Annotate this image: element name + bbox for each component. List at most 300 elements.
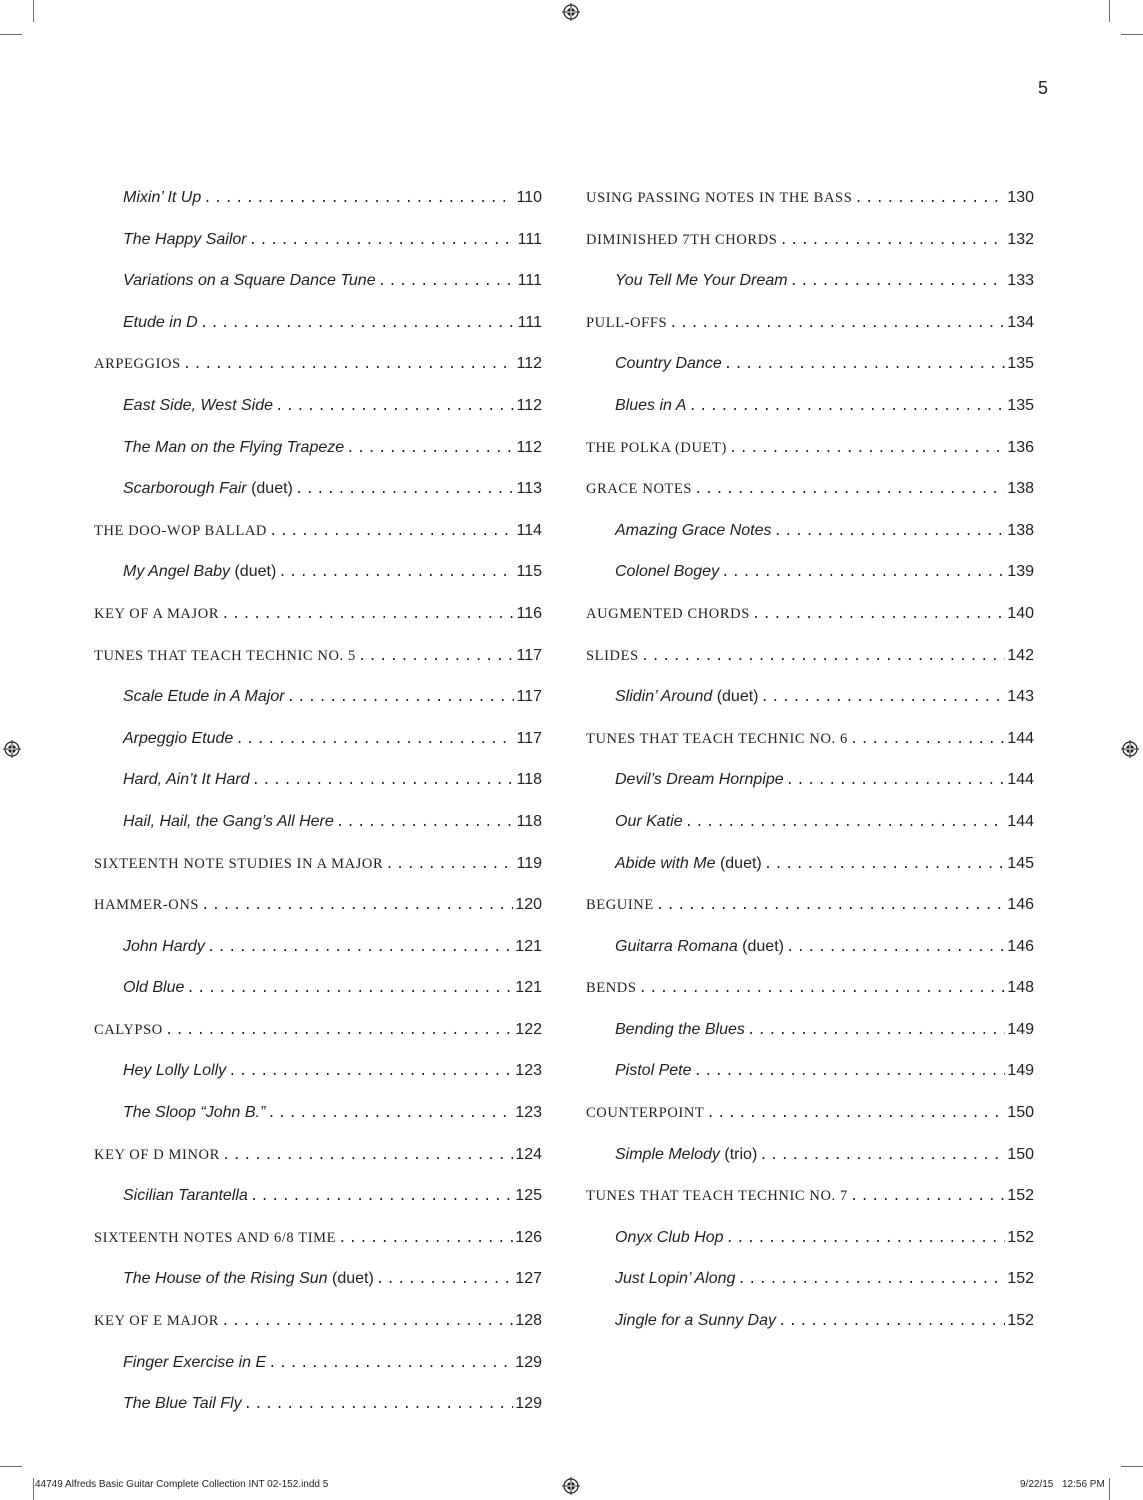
entry-title <box>586 885 654 926</box>
entry-title <box>615 385 686 427</box>
entry-title-text: Colonel Bogey <box>615 563 720 581</box>
toc-right-column <box>586 177 1034 1342</box>
dot-leader <box>786 928 1005 968</box>
toc-section-entry <box>586 177 1034 219</box>
dot-leader <box>778 1302 1005 1342</box>
entry-title <box>94 1301 219 1342</box>
toc-section-entry <box>94 593 542 635</box>
entry-title-text: The Man on the Flying Trapeze <box>123 438 345 456</box>
entry-page-number: 117 <box>516 688 542 706</box>
entry-title <box>123 967 184 1009</box>
dot-leader <box>694 470 1005 510</box>
dot-leader <box>278 553 514 593</box>
entry-title <box>615 551 719 593</box>
entry-title-text: KEY OF A MAJOR <box>94 605 220 622</box>
entry-note: (duet) <box>742 937 784 955</box>
toc-song-entry <box>94 759 542 801</box>
entry-title-text: Blues in A <box>615 396 687 414</box>
dot-leader <box>854 179 1005 219</box>
toc-song-entry <box>94 1050 542 1092</box>
entry-page-number: 111 <box>517 272 542 290</box>
entry-page-number: 144 <box>1007 771 1034 789</box>
entry-page-number: 121 <box>515 937 542 955</box>
toc-song-entry <box>586 1134 1034 1176</box>
entry-title-text: Simple Melody <box>615 1145 720 1163</box>
entry-title-text: TUNES THAT TEACH TECHNIC NO. 6 <box>586 730 848 747</box>
entry-title <box>586 968 637 1009</box>
dot-leader <box>764 845 1006 885</box>
dot-leader <box>724 345 1006 385</box>
entry-page-number: 121 <box>515 979 542 997</box>
entry-page-number: 134 <box>1007 313 1034 331</box>
entry-page-number: 138 <box>1007 521 1034 539</box>
toc-song-entry <box>586 260 1034 302</box>
toc-song-entry <box>586 343 1034 385</box>
entry-note: (duet) <box>716 688 759 706</box>
toc-section-entry <box>586 593 1034 635</box>
entry-page-number: 130 <box>1007 189 1034 206</box>
toc-section-entry <box>586 427 1034 469</box>
entry-page-number: 124 <box>515 1145 542 1163</box>
toc-section-entry <box>586 1175 1034 1217</box>
entry-title-text: Onyx Club Hop <box>615 1228 724 1246</box>
dot-leader <box>235 720 514 760</box>
entry-page-number: 122 <box>515 1020 542 1038</box>
dot-leader <box>269 512 515 552</box>
toc-song-entry <box>94 385 542 427</box>
dot-leader <box>850 720 1005 760</box>
toc-section-entry <box>94 343 542 385</box>
entry-title-text: John Hardy <box>123 937 205 955</box>
entry-page-number: 146 <box>1007 937 1034 955</box>
dot-leader <box>656 886 1005 926</box>
toc-song-entry <box>94 718 542 760</box>
entry-note: (duet) <box>719 854 762 872</box>
entry-title-text: Hard, Ain’t It Hard <box>123 771 250 789</box>
crop-mark <box>1109 1478 1110 1500</box>
entry-title-text: COUNTERPOINT <box>586 1105 705 1122</box>
entry-page-number: 132 <box>1007 230 1034 248</box>
dot-leader <box>693 1052 1005 1092</box>
dot-leader <box>207 928 513 968</box>
entry-title <box>123 385 273 427</box>
dot-leader <box>726 1219 1006 1259</box>
toc-section-entry <box>94 1217 542 1259</box>
entry-title-text: USING PASSING NOTES IN THE BASS <box>586 190 853 206</box>
entry-title <box>123 1175 248 1217</box>
toc-song-entry <box>94 1383 542 1425</box>
dot-leader <box>203 179 514 219</box>
entry-title-text: THE DOO-WOP BALLAD <box>94 522 267 539</box>
entry-title <box>123 551 276 593</box>
entry-page-number: 135 <box>1007 396 1034 414</box>
dot-leader <box>779 221 1005 261</box>
toc-song-entry <box>94 801 542 843</box>
entry-title <box>123 302 198 344</box>
dot-leader <box>790 262 1006 302</box>
entry-page-number: 152 <box>1007 1187 1034 1205</box>
toc-song-entry <box>586 676 1034 718</box>
entry-title <box>123 718 233 760</box>
toc-section-entry <box>586 967 1034 1009</box>
entry-note: (trio) <box>724 1145 758 1163</box>
entry-title-text: Bending the Blues <box>615 1020 745 1038</box>
dot-leader <box>376 1260 513 1300</box>
entry-title <box>586 303 667 344</box>
dot-leader <box>336 803 515 843</box>
toc-section-entry <box>586 718 1034 760</box>
entry-title <box>586 719 848 760</box>
dot-leader <box>200 304 516 344</box>
entry-title-text: Finger Exercise in E <box>123 1353 267 1371</box>
entry-title <box>94 511 267 552</box>
entry-title <box>615 260 788 302</box>
toc-song-entry <box>586 926 1034 968</box>
toc-song-entry <box>94 926 542 968</box>
entry-page-number: 133 <box>1007 272 1034 290</box>
entry-title-text: HAMMER-ONS <box>94 897 200 914</box>
crop-mark <box>0 1466 22 1467</box>
dot-leader <box>338 1219 513 1259</box>
slug-date: 9/22/15 <box>1020 1479 1054 1490</box>
entry-title <box>615 343 722 385</box>
entry-title-text: The Blue Tail Fly <box>123 1395 242 1413</box>
entry-title-text: PULL-OFFS <box>586 314 668 331</box>
entry-title <box>615 1217 724 1259</box>
entry-title-text: TUNES THAT TEACH TECHNIC NO. 5 <box>94 647 356 664</box>
dot-leader <box>268 1344 513 1384</box>
entry-page-number: 152 <box>1007 1228 1034 1246</box>
dot-leader <box>287 678 515 718</box>
entry-title-text: East Side, West Side <box>123 396 273 414</box>
entry-page-number: 126 <box>515 1228 542 1246</box>
entry-title-text: Devil’s Dream Hornpipe <box>615 771 784 789</box>
dot-leader <box>201 886 513 926</box>
toc-left-column <box>94 177 542 1425</box>
dot-leader <box>228 1052 513 1092</box>
entry-title <box>586 636 639 677</box>
entry-title-text: Variations on a Square Dance Tune <box>123 272 376 290</box>
entry-title-text: Old Blue <box>123 979 185 997</box>
registration-mark-icon <box>562 1477 580 1495</box>
dot-leader <box>759 1136 1005 1176</box>
slug-file: 44749 Alfreds Basic Guitar Complete Collection INT 02-152.indd 5 <box>35 1479 329 1490</box>
entry-page-number: 145 <box>1007 854 1034 872</box>
entry-title-text: The House of the Rising Sun <box>123 1270 328 1288</box>
entry-title <box>94 1010 163 1051</box>
dot-leader <box>275 387 514 427</box>
entry-page-number: 142 <box>1007 646 1034 664</box>
entry-title-text: Scale Etude in A Major <box>123 688 285 706</box>
entry-title <box>94 844 383 885</box>
dot-leader <box>786 761 1006 801</box>
toc-section-entry <box>586 1092 1034 1134</box>
entry-title-text: BEGUINE <box>586 897 654 914</box>
registration-mark-icon <box>562 3 580 21</box>
entry-title-text: AUGMENTED CHORDS <box>586 605 750 622</box>
dot-leader <box>295 470 515 510</box>
toc-section-entry <box>586 884 1034 926</box>
dot-leader <box>721 553 1005 593</box>
entry-title-text: Sicilian Tarantella <box>123 1187 248 1205</box>
toc-song-entry <box>586 551 1034 593</box>
entry-title-text: Country Dance <box>615 355 722 373</box>
entry-title <box>123 1092 265 1134</box>
entry-title-text: CALYPSO <box>94 1021 163 1038</box>
entry-title <box>123 1050 226 1092</box>
entry-title <box>586 469 692 510</box>
toc-song-entry <box>586 843 1034 885</box>
entry-page-number: 129 <box>515 1395 542 1413</box>
dot-leader <box>358 637 515 677</box>
entry-note: (duet) <box>251 480 293 498</box>
entry-title <box>94 594 219 635</box>
entry-page-number: 139 <box>1007 563 1034 581</box>
entry-page-number: 116 <box>516 604 542 622</box>
entry-title <box>123 177 201 219</box>
entry-page-number: 148 <box>1007 979 1034 997</box>
dot-leader <box>747 1011 1005 1051</box>
entry-title-text: My Angel Baby <box>123 563 231 581</box>
dot-leader <box>244 1385 514 1425</box>
entry-page-number: 149 <box>1007 1020 1034 1038</box>
entry-page-number: 115 <box>516 563 542 581</box>
dot-leader <box>186 969 513 1009</box>
dot-leader <box>850 1177 1005 1217</box>
entry-title <box>586 1176 848 1217</box>
entry-title-text: Slidin’ Around <box>615 688 713 706</box>
entry-title <box>123 759 250 801</box>
entry-title-text: Pistol Pete <box>615 1062 692 1080</box>
toc-section-entry <box>94 635 542 677</box>
toc-song-entry <box>94 260 542 302</box>
entry-title-text: Hey Lolly Lolly <box>123 1062 227 1080</box>
crop-mark <box>33 0 34 22</box>
entry-title-text: SIXTEENTH NOTE STUDIES IN A MAJOR <box>94 855 384 872</box>
entry-page-number: 120 <box>515 896 542 914</box>
dot-leader <box>669 304 1005 344</box>
dot-leader <box>737 1260 1005 1300</box>
entry-title-text: KEY OF E MAJOR <box>94 1313 220 1330</box>
dot-leader <box>639 969 1006 1009</box>
entry-page-number: 152 <box>1007 1270 1034 1288</box>
entry-page-number: 135 <box>1007 355 1034 373</box>
entry-title-text: You Tell Me Your Dream <box>615 272 788 290</box>
entry-title-text: THE POLKA (DUET) <box>586 439 727 456</box>
dot-leader <box>688 387 1005 427</box>
entry-note: (duet) <box>332 1270 374 1288</box>
dot-leader <box>774 512 1006 552</box>
entry-title-text: The Sloop “John B.” <box>123 1104 266 1122</box>
entry-page-number: 112 <box>516 396 542 414</box>
entry-title <box>123 801 334 843</box>
entry-title <box>586 428 727 469</box>
entry-title <box>615 1300 776 1342</box>
entry-page-number: 112 <box>516 438 542 456</box>
entry-title-text: KEY OF D MINOR <box>94 1146 220 1163</box>
entry-title-text: Just Lopin’ Along <box>615 1270 736 1288</box>
entry-title <box>615 801 683 843</box>
entry-title <box>615 1258 735 1300</box>
toc-song-entry <box>586 1258 1034 1300</box>
entry-title <box>94 885 199 926</box>
entry-title <box>94 344 181 385</box>
entry-title-text: SLIDES <box>586 647 639 664</box>
slug-time: 12:56 PM <box>1062 1479 1105 1490</box>
entry-title-text: Etude in D <box>123 313 198 331</box>
toc-section-entry <box>94 884 542 926</box>
entry-title-text: BENDS <box>586 980 637 997</box>
entry-title-text: ARPEGGIOS <box>94 356 181 373</box>
entry-title-text: Mixin’ It Up <box>123 189 202 206</box>
dot-leader <box>706 1094 1005 1134</box>
entry-page-number: 149 <box>1007 1062 1034 1080</box>
entry-page-number: 128 <box>515 1312 542 1330</box>
entry-page-number: 118 <box>516 812 542 830</box>
entry-page-number: 138 <box>1007 480 1034 498</box>
dot-leader <box>752 595 1005 635</box>
entry-title <box>615 759 784 801</box>
entry-page-number: 114 <box>516 521 542 539</box>
entry-page-number: 144 <box>1007 729 1034 747</box>
entry-title-text: Jingle for a Sunny Day <box>615 1312 776 1330</box>
entry-title <box>123 468 293 510</box>
entry-title <box>123 1258 374 1300</box>
toc-song-entry <box>94 676 542 718</box>
entry-page-number: 123 <box>515 1104 542 1122</box>
toc-section-entry <box>94 1009 542 1051</box>
toc-section-entry <box>94 843 542 885</box>
entry-page-number: 123 <box>515 1062 542 1080</box>
entry-title-text: GRACE NOTES <box>586 481 693 498</box>
toc-song-entry <box>586 759 1034 801</box>
toc-song-entry <box>586 1300 1034 1342</box>
entry-page-number: 144 <box>1007 812 1034 830</box>
dot-leader <box>385 845 514 885</box>
entry-title <box>615 843 762 885</box>
entry-page-number: 143 <box>1007 688 1034 706</box>
entry-page-number: 125 <box>515 1187 542 1205</box>
toc-section-entry <box>94 1300 542 1342</box>
dot-leader <box>685 803 1006 843</box>
dot-leader <box>761 678 1006 718</box>
entry-title-text: DIMINISHED 7TH CHORDS <box>586 231 778 248</box>
entry-title <box>615 1134 757 1176</box>
dot-leader <box>221 595 514 635</box>
entry-title-text: Our Katie <box>615 812 683 830</box>
toc-section-entry <box>94 510 542 552</box>
toc-song-entry <box>94 427 542 469</box>
dot-leader <box>641 637 1006 677</box>
dot-leader <box>222 1136 513 1176</box>
toc-song-entry <box>94 219 542 261</box>
toc-song-entry <box>94 551 542 593</box>
entry-page-number: 118 <box>516 771 542 789</box>
entry-page-number: 150 <box>1007 1145 1034 1163</box>
entry-page-number: 146 <box>1007 896 1034 914</box>
toc-song-entry <box>94 302 542 344</box>
entry-note: (duet) <box>234 563 277 581</box>
entry-title <box>123 427 344 469</box>
toc-song-entry <box>586 1009 1034 1051</box>
entry-title <box>123 219 247 261</box>
toc-song-entry <box>94 1342 542 1384</box>
toc-song-entry <box>94 177 542 219</box>
entry-title <box>94 1135 220 1176</box>
entry-title-text: Amazing Grace Notes <box>615 521 772 539</box>
entry-page-number: 150 <box>1007 1104 1034 1122</box>
dot-leader <box>249 221 516 261</box>
toc-song-entry <box>586 385 1034 427</box>
entry-title <box>615 926 784 968</box>
registration-mark-icon <box>3 740 21 758</box>
entry-page-number: 136 <box>1007 438 1034 456</box>
entry-page-number: 129 <box>515 1353 542 1371</box>
dot-leader <box>250 1177 513 1217</box>
entry-page-number: 117 <box>516 729 542 747</box>
entry-title <box>586 220 777 261</box>
entry-title-text: Arpeggio Etude <box>123 729 234 747</box>
entry-page-number: 113 <box>516 480 542 498</box>
toc-song-entry <box>586 1050 1034 1092</box>
entry-title-text: Hail, Hail, the Gang’s All Here <box>123 812 334 830</box>
toc-section-entry <box>586 302 1034 344</box>
crop-mark <box>0 34 22 35</box>
entry-title-text: Scarborough Fair <box>123 480 247 498</box>
dot-leader <box>346 429 514 469</box>
dot-leader <box>729 429 1005 469</box>
crop-mark <box>1109 0 1110 22</box>
entry-title <box>615 1050 691 1092</box>
dot-leader <box>183 345 515 385</box>
toc-song-entry <box>586 1217 1034 1259</box>
toc-song-entry <box>94 1092 542 1134</box>
entry-page-number: 117 <box>516 646 542 664</box>
entry-title <box>123 676 285 718</box>
entry-title-text: Guitarra Romana <box>615 937 738 955</box>
page-number: 5 <box>1037 78 1048 98</box>
registration-mark-icon <box>1121 740 1139 758</box>
entry-page-number: 127 <box>515 1270 542 1288</box>
toc-song-entry <box>94 967 542 1009</box>
toc-song-entry <box>94 1175 542 1217</box>
dot-leader <box>378 262 516 302</box>
entry-page-number: 111 <box>517 230 542 248</box>
entry-title-text: SIXTEENTH NOTES AND 6/8 TIME <box>94 1229 337 1246</box>
entry-page-number: 152 <box>1007 1312 1034 1330</box>
entry-title <box>586 594 750 635</box>
entry-title <box>123 260 376 302</box>
dot-leader <box>267 1094 513 1134</box>
entry-page-number: 111 <box>517 313 542 331</box>
toc-song-entry <box>94 1258 542 1300</box>
entry-title-text: TUNES THAT TEACH TECHNIC NO. 7 <box>586 1188 848 1205</box>
dot-leader <box>221 1302 513 1342</box>
crop-mark <box>1121 1466 1143 1467</box>
toc-section-entry <box>586 219 1034 261</box>
toc-song-entry <box>586 801 1034 843</box>
entry-title-text: Abide with Me <box>615 854 716 872</box>
entry-title <box>94 636 356 677</box>
dot-leader <box>165 1011 513 1051</box>
entry-title <box>586 178 852 219</box>
toc-song-entry <box>586 510 1034 552</box>
entry-title <box>123 1383 242 1425</box>
entry-title-text: The Happy Sailor <box>123 230 247 248</box>
crop-mark <box>33 1478 34 1500</box>
entry-page-number: 119 <box>516 854 542 872</box>
entry-title <box>123 1342 266 1384</box>
